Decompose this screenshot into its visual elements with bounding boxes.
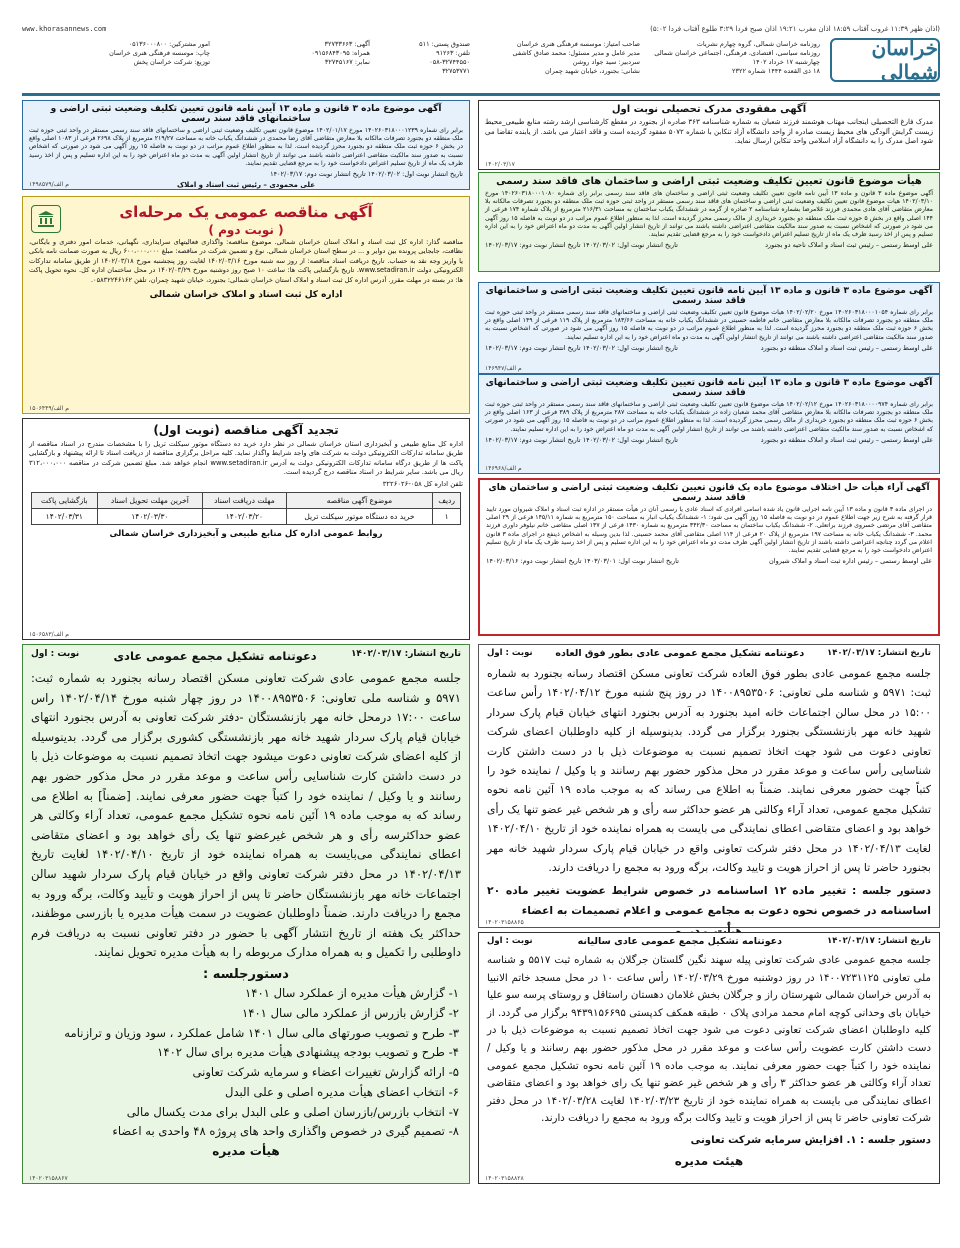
ad-signature: علی محمودی – رئیس ثبت اسناد و املاک (177, 181, 315, 190)
ad-code: م الف/۱۴۹۸۵۷۹ (29, 181, 69, 188)
col-receive-deadline: مهلت دریافت اسناد (203, 493, 286, 509)
ad-body: جلسه مجمع عمومی عادی شرکت تعاونی پیله سهند نگین گلستان جرگلان به شماره ثبت ۵۵۱۷ و شناسه ملی تعاونی ۱۴۰۰۷۲۳۱۱۲۵ در روز دوشنبه مورخ ۱۴۰۲/۰۳/۲۹ رأس ساعت ۱۰ در محل مسجد خاتم الانبیا به آدرس خراسان شمالی شهرستان راز و جرگلان بخش غلامان دهستان راستاقل و روستای پرسه سو علیا خیابان بای وحدانی کوچه امام محمد مرادی پلاک ۰ طبقه همکف کدپستی ۹۴۳۹۱۵۶۶۹۵ برگزار می گردد. از کلیه داوطلبان اعضای شرکت تعاونی دعوت می شود جهت اتخاذ تصمیم نسبت به موضوعات ذیل با در دست داشتن کارت عضویت رأس ساعت و موعد مقرر در محل مذکور حضور بهم رسانند و یا وکیل / نماینده خود را کتباً جهت حضور معرفی نمایند. به موجب ماده ۱۹ آئین نامه نحوه تشکیل مجمع عمومی تعداد آراء وکالتی هر عضو حداکثر ۳ رأی و هر شخص غیر عضو تنها یک رای خواهد بود و اعضای متقاضی اعطای نمایندگی می بایست به همراه نماینده خود از تاریخ ۱۴۰۲/۰۳/۲۳ لغایت ۱۴۰۲/۰۳/۲۸ در محل دفتر شرکت تعاونی حاضر تا پس از احراز هویت و تایید وکالت برگه ورود به مجمع را دریافت دارند. (487, 955, 931, 1125)
ad-signature: هیأت مدیره (212, 1144, 280, 1159)
registry-emblem-icon (31, 205, 61, 233)
ad-date: تاریخ انتشار: ۱۴۰۲/۰۳/۱۷ (827, 936, 931, 946)
ad-body: اداره کل منابع طبیعی و آبخیزداری استان خراسان شمالی در نظر دارد خرید ده دستگاه موتور سیکلت تریل را با مشخصات مندرج در اسناد مناقصه از طریق سامانه تدارکات الکترونیکی دولت به شرکت های واجد شرایط واگذار نماید. کلیه مراحل برگزاری مناقصه از دریافت اسناد تا ارائه پیشنهاد و بازگشایی پاکت ها از طریق درگاه سامانه تدارکات الکترونیکی دولت به آدرس www.setadiran.ir انجام خواهد شد. مبلغ تضمین شرکت در مناقصه ۳۱۲،۰۰۰،۰۰۰ ریال می باشد. سایر شرایط در اسناد مناقصه درج گردیده است. (29, 440, 463, 477)
tender-table (31, 492, 461, 525)
newspaper-logo: خراسان شمالی (830, 38, 940, 82)
ad-renewed-tender (22, 418, 470, 640)
ad-body: برابر رای شماره ۱۴۰۲۶۰۳۱۸۰۰۰۱۰۵۴ مورخ ۱۴۰۲/۰۲/۲۰ هیات موضوع قانون تعیین تکلیف وضعیت ثبتی اراضی و ساختمانهای فاقد سند رسمی مستقر در واحد ثبتی حوزه ثبت ملک منطقه دو بجنورد تصرفات مالکانه بلا معارض متقاضی خانم فاطمه حسینی در ششدانگ یکباب خانه به مساحت ۱۸۳/۶۶ مترمربع از پلاک ۱۱۹ فرعی از ۱۴۹ اصلی واقع در بخش ۶ حوزه ثبت ملک منطقه دو بجنورد محرز گردیده است. لذا به منظور اطلاع عموم مراتب در دو نوبت به فاصله ۱۵ روز آگهی می شود در صورتی که اشخاص نسبت به صدور سند مالکیت متقاضی اعتراضی داشته باشند می توانند از تاریخ انتشار اولین آگهی به مدت دو ماه اعتراض خود را به این اداره تسلیم نمایند. (485, 309, 934, 341)
ad-code: م الف/۱۴۶۹۴۷ (485, 365, 522, 372)
ad-tender-one-stage (22, 196, 470, 414)
ad-dates: تاریخ انتشار نوبت اول: ۱۴۰۲/۰۳/۰۲ تاریخ انتشار نوبت دوم: ۱۴۰۲/۰۳/۱۷ (485, 241, 678, 250)
masthead-info-a: روزنامه خراسان شمالی، گروه چهارم نشریات روزنامه سیاسی، اقتصادی، فرهنگی، اجتماعی خراسان شمالی چهارشنبه ۱۷ خرداد ۱۴۰۲ ۱۸ ذی القعده ۱۴۴۴ شماره ۲۳۲۲ (654, 40, 820, 75)
ad-code: ۱۴۰۲۰۳۱۵۸۸۶۷ (29, 1175, 68, 1182)
agenda-item: ۲- گزارش بازرس از عملکرد مالی سال ۱۴۰۱ (242, 1005, 459, 1020)
ad-date: تاریخ انتشار: ۱۴۰۲/۰۳/۱۷ (350, 649, 461, 659)
ad-footer (479, 343, 939, 353)
ad-phone: تلفن اداره کل ۰۵۸-۳۲۲۶۰۲۶ (382, 479, 463, 488)
ad-annual-meeting (478, 932, 940, 1184)
masthead-info-c: صندوق پستی: ۵۱۱ تلفن: ۹۱۲۶۳ ۰۵۸-۳۲۷۴۴۵۵۰ ۳۲۷۵۳۷۷۱ (419, 40, 470, 75)
agenda-item: ۵- ارائه گزارش تغییرات اعضاء و سرمایه شرکت تعاونی (192, 1065, 459, 1080)
prayer-times: (اذان ظهر ۱۱:۳۹ غروب آفتاب ۱۸:۵۹ اذان مغرب ۱۹:۲۱ اذان صبح فردا ۳:۲۹ طلوع آفتاب فردا ۵:۰۲) (650, 25, 940, 33)
col-submit-deadline: آخرین مهلت تحویل اسناد (97, 493, 203, 509)
ad-signature: علی اوسط رستمی – رئیس ثبت اسناد و املاک ناحیه دو بجنورد (765, 241, 933, 250)
ad-body: جلسه مجمع عمومی عادی بطور فوق العاده شرکت تعاونی مسکن اقتصاد رسانه بجنورد به شماره ثبت: ۵۹۷۱ و شناسه ملی تعاونی: ۱۴۰۰۸۹۵۳۵۰۶ در روز پنج شنبه مورخ ۱۴۰۲/۰۴/۱۲ رأس ساعت ۱۵:۰۰ در محل سالن اجتماعات خانه امید بجنورد به آدرس بجنورد انتهای خیابان قیام پارک سردار شهید خانه مهر بازنشستگی بجنورد برگزار می گردد. بدینوسیله از کلیه داوطلبان اعضای شرکت تعاونی دعوت می شود جهت اتخاذ تصمیم نسبت به موضوعات ذیل با در دست داشتن کارت شناسایی رأس ساعت و موعد مقرر در محل مذکور حضور بهم رسانند و یا وکیل / نماینده خود را کتباً جهت حضور معرفی نمایند. ضمناً به اطلاع می رساند که به موجب ماده ۱۹ آئین نامه نحوه تشکیل مجمع عمومی، تعداد آراء وکالتی هر عضو حداکثر سه رأی و هر شخص غیر عضو تنها یک رأی خواهد بود و اعضای متقاضی اعطای نمایندگی می بایست به همراه نماینده خود از تاریخ ۱۴۰۲/۰۴/۱۰ لغایت ۱۴۰۲/۰۴/۱۳ در محل دفتر شرکت تعاونی واقع در خیابان قیام پارک سردار شهید خانه مهر بجنورد حاضر تا پس از احراز هویت و تایید وکالت، برگه ورود به مجمع را دریافت دارند. (487, 667, 932, 875)
ad-subtitle: ( نوبت دوم ) (208, 223, 284, 237)
masthead-info-b: صاحب امتیاز: موسسه فرهنگی هنری خراسان مدیر عامل و مدیر مسئول: محمد صادق کاشفی سردبیر: سید جواد روشن نشانی: بجنورد، خیابان شهید چمران (512, 40, 640, 75)
ad-land-registration-3 (478, 374, 940, 474)
ad-body: برابر رای شماره ۱۴۰۲۶۰۳۱۸۰۰۰۰۹۷۴ مورخ ۱۴۰۲/۰۲/۱۲ هیات موضوع قانون تعیین تکلیف وضعیت ثبتی اراضی و ساختمانهای فاقد سند رسمی مستقر در واحد ثبتی حوزه ثبت ملک منطقه دو بجنورد تصرفات مالکانه بلا معارض متقاضی آقای محمد شعبان زاده در ششدانگ یکباب خانه به مساحت ۲۸۷ مترمربع از پلاک ۳۸۹ فرعی از ۱۶۳ اصلی واقع در بخش ۶ حوزه ثبت ملک منطقه دو بجنورد خریداری از مالک رسمی محرز گردیده است. لذا به منظور اطلاع عموم مراتب در دو نوبت به فاصله ۱۵ روز آگهی می شود در صورتی که اشخاص نسبت به صدور سند مالکیت متقاضی اعتراضی داشته باشند می توانند از تاریخ انتشار اولین آگهی به مدت دو ماه اعتراض خود را به این اداره تسلیم نمایند. (485, 401, 934, 433)
ad-footer (480, 556, 938, 566)
ad-title: آگهی مفقودی مدرک تحصیلی نوبت اول (611, 104, 807, 115)
ad-body: در اجرای ماده ۳ قانون و ماده ۱۳ آیین نامه اجرایی قانون یاد شده اسامی افرادی که اسناد عادی یا رسمی آنان در هیأت مستقر در اداره ثبت اسناد و املاک شیروان مورد تایید قرار گرفته به شرح زیر جهت اطلاع عموم در دو نوبت به فاصله ۱۵ روز آگهی می شود: ۱- ششدانگ یکباب انبار به مساحت ۱۵۰ مترمربع به شماره ۱۴۵/۱۱ فرعی از ۲۹ اصلی متقاضی آقای مرتضی خسروی فرزند براتعلی. ۲- ششدانگ یکباب ساختمان به مساحت ۳۴۲/۳۰ مترمربع به شماره ۱۴۳۰ فرعی از ۱۳۷ اصلی متقاضی خانم نیلوفر داوری فرزند محمد. ۳- ششدانگ یکباب خانه به مساحت ۱۹۷ مترمربع از پلاک ۲۰ فرعی از ۱۱۴ اصلی متقاضی آقای محمد حسینی. لذا بدین وسیله به اشخاص ذینفع در اجرای ماده ۳ قانون اعلام می گردد چنانچه اعتراضی داشته باشند از تاریخ انتشار اولین آگهی ظرف مدت دو ماه اعتراض خود را به این اداره تسلیم و پس از اخذ رسید ظرف یک ماه از تاریخ تسلیم اعتراض دادخواست خود را به مرجع قضایی تقدیم نمایند. (486, 506, 933, 555)
ad-land-registration-2 (478, 282, 940, 374)
ad-code: م الف/۱۴۶۹۶۸ (485, 465, 522, 472)
ad-code: م الف/۱۵۰۶۴۴۹ (29, 405, 69, 412)
ad-title: هیأت موضوع قانون تعیین تکلیف وضعیت ثبتی اراضی و ساختمان های فاقد سند رسمی (496, 176, 922, 187)
agenda-title: دستورجلسه : (203, 966, 289, 982)
ad-header (479, 933, 939, 950)
ad-land-registration-left (22, 100, 470, 190)
ad-dates: تاریخ انتشار نوبت اول: ۱۴۰۲/۰۳/۰۲ تاریخ انتشار نوبت دوم: ۱۴۰۲/۰۳/۱۷ (485, 435, 678, 444)
ad-dispute-resolution-votes (478, 478, 940, 636)
agenda-item: ۸- تصمیم گیری در خصوص واگذاری واحد های پروژه ۴۸ واحدی به اعضاء (112, 1124, 459, 1139)
ad-turn: نوبت : اول (487, 936, 533, 946)
website-url[interactable]: www.khorasannews.com (22, 25, 107, 33)
ad-code: ۱۴۰۲۰۳۱۵۸۸۲۸ (485, 1175, 524, 1182)
ad-signature: روابط عمومی اداره کل منابع طبیعی و آبخیزداری خراسان شمالی (109, 529, 383, 540)
agenda-item: ۴- طرح و تصویب بودجه پیشنهادی هیأت مدیره برای سال ۱۴۰۲ (157, 1045, 459, 1060)
ad-title: آگهی مناقصه عمومی یک مرحله‌ای (119, 203, 373, 221)
ad-agenda: دستور جلسه : تغییر ماده ۱۲ اساسنامه در خصوص شرایط عضویت تغییر ماده ۲۰ اساسنامه در خصوص نحوه دعوت به مجامع عمومی و اعلام تصمیمات به اعضاء (487, 884, 931, 917)
ad-agenda: دستور جلسه : ۱. افزایش سرمایه شرکت تعاونی (690, 1134, 931, 1146)
ad-title: آگهی موضوع ماده ۳ قانون و ماده ۱۳ آیین نامه قانون تعیین تکلیف وضعیت ثبتی اراضی و ساختمانهای فاقد سند رسمی (50, 104, 442, 124)
agenda-list (23, 984, 469, 1142)
ad-turn: نوبت : اول (31, 649, 80, 659)
ad-signature: علی اوسط رستمی – رئیس ثبت اسناد و املاک منطقه دو بجنورد (760, 343, 933, 352)
ad-title: آگهی آراء هیأت حل اختلاف موضوع ماده یک قانون تعیین تکلیف وضعیت ثبتی اراضی و ساختمان های فاقد سند رسمی (488, 483, 930, 503)
table-header-row (32, 493, 461, 509)
ad-body: جلسه مجمع عمومی عادی شرکت تعاونی مسکن اقتصاد رسانه بجنورد به شماره ثبت: ۵۹۷۱ و شناسه ملی تعاونی: ۱۴۰۰۸۹۵۳۵۰۶ در روز چهار شنبه مورخ ۱۴۰۲/۰۴/۱۴ راس ساعت ۱۷:۰۰ درمحل خانه مهر بازنشستگان -دفتر شرکت تعاونی به آدرس بجنورد انتهای خیابان قیام پارک سردار شهید خانه مهر بازنشستگی کشوری برگزار می گردد. بدینوسیله از کلیه اعضای شرکت تعاونی دعوت میشود جهت اتخاذ تصمیم نسبت به موضوعات ذیل با در دست داشتن کارت شناسایی رأس ساعت و موعد مقرر در محل مذکور حضور بهم رسانند و یا وکیل / نماینده خود را کتباً جهت حضور معرفی نمایند. [ضمناً] به اطلاع می رساند که به موجب ماده ۱۹ آئین نامه نحوه تشکیل مجمع عمومی، تعداد آراء وکالتی هر عضو حداکثرسه رأی و هر شخص غیرعضو تنها یک رأی خواهد بود و اعضای متقاضی اعطای نمایندگی می‌بایست به همراه نماینده خود از تاریخ ۱۴۰۲/۰۴/۱۰ لغایت تاریخ ۱۴۰۲/۰۴/۱۳ در محل دفتر شرکت تعاونی واقع در خیابان قیام پارک سردار شهید سالن اجتماعات خانه مهر بازنشستگان حاضر تا پس از احراز هویت و تأیید وکالت، برگه ورود به مجمع را دریافت دارند. ضمناً داوطلبان عضویت در سمت هیأت مدیره یا بازرسی موظفند، حداکثر یک هفته از تاریخ انتشار آگهی با حضور در دفتر تعاونی نسبت به دریافت فرم داوطلبی را تکمیل و به همراه مدارک مربوطه را به هیأت مدیره تحویل نمایند. (31, 671, 461, 960)
ad-title: آگهی موضوع ماده ۳ قانون و ماده ۱۳ آیین نامه قانون تعیین تکلیف وضعیت ثبتی اراضی و ساختمانهای فاقد سند رسمی (485, 286, 933, 306)
ad-footer (479, 435, 939, 445)
agenda-item: ۳- طرح و تصویب صورتهای مالی سال ۱۴۰۱ شامل عملکرد ، سود وزیان و ترازنامه (64, 1025, 459, 1040)
ad-extraordinary-meeting (478, 644, 940, 928)
ad-date: تاریخ انتشار: ۱۴۰۲/۰۳/۱۷ (827, 648, 931, 658)
masthead-info-d: آگهی: ۳۲۷۳۳۶۶۳ همراه: ۰۹۱۵۶۸۴۳۰۹۵ نمابر: ۳۲۷۴۵۱۶۷ (311, 40, 370, 66)
col-row: ردیف (433, 493, 461, 509)
ad-turn: نوبت : اول (487, 648, 533, 658)
ad-title: دعوتنامه تشکیل مجمع عمومی عادی (113, 649, 317, 663)
agenda-item: ۶- انتخاب اعضای هیأت مدیره اصلی و علی البدل (225, 1084, 459, 1099)
masthead (22, 34, 940, 96)
ad-land-registration-1 (478, 172, 940, 272)
ad-body: مناقصه گذار: اداره کل ثبت اسناد و املاک استان خراسان شمالی. موضوع مناقصه: واگذاری فعالیتهای سرایداری، نگهبانی، خدمات امور دفتری و بایگانی، نظافت، جابجایی پرونده بین دوایر و ... در سطح استان خراسان شمالی. نوع و تضمین شرکت در مناقصه: مبلغ ۶۰۰،۰۰۰،۰۰۰ ریال به صورت ضمانت نامه بانکی یا واریز وجه نقد به حساب. تاریخ دریافت اسناد مناقصه: از روز سه شنبه مورخ ۱۴۰۲/۰۳/۱۶ لغایت روز پنجشنبه مورخ ۱۴۰۲/۰۳/۱۸ از طریق سامانه تدارکات الکترونیکی دولت www.setadiran.ir. تاریخ بازگشایی پاکت ها: ساعت ۱۰ صبح روز دوشنبه مورخ ۱۴۰۲/۰۳/۲۹ در محل ساختمان اداره کل. نحوه تحویل پاکت ها: در بسته در مهلت مقرر. آدرس اداره کل ثبت اسناد و املاک استان خراسان شمالی: بجنورد، خیابان شهید چمران، تلفن ۰۵۸۳۲۲۴۶۱۶۲. (29, 238, 464, 284)
ad-signature: اداره کل ثبت اسناد و املاک خراسان شمالی (149, 290, 343, 301)
ad-body: برابر رای شماره ۱۴۰۲۶۰۳۱۸۰۰۰۱۲۳۹ مورخ ۱۴۰۲/۰۱/۱۷ موضوع قانون تعیین تکلیف وضعیت ثبتی اراضی و ساختمانهای فاقد سند رسمی مستقر در واحد ثبتی حوزه ثبت ملک منطقه دو بجنورد تصرفات مالکانه بلا معارض متقاضی آقای رضا محمدی در ششدانگ یکباب خانه به مساحت ۲۱۹/۲۷ مترمربع از پلاک ۲۶۹۸ فرعی از ۱۰۸۳ اصلی واقع در بخش ۶ حوزه ثبت ملک منطقه دو بجنورد محرز گردیده است. لذا به منظور اطلاع عموم مراتب در دو نوبت به فاصله ۱۵ روز آگهی می شود در صورتی که اشخاص نسبت به صدور سند مالکیت متقاضی اعتراضی داشته باشند می توانند از تاریخ انتشار اولین آگهی به مدت دو ماه اعتراض خود را به این اداره تسلیم و پس از اخذ رسید ظرف یک ماه از تاریخ تسلیم اعتراض دادخواست خود را به مرجع قضایی تقدیم نمایند. (29, 127, 463, 167)
col-opening: بازگشایی پاکت (32, 493, 98, 509)
ad-code: ۱۴۰۲/۰۳/۱۷ (485, 161, 515, 168)
col-subject: موضوع آگهی مناقصه (286, 493, 433, 509)
ad-body: آگهی موضوع ماده ۳ قانون و ماده ۱۳ آیین نامه قانون تعیین تکلیف وضعیت ثبتی اراضی و ساختمان های فاقد سند رسمی برابر رای شماره ۱۴۰۲۶۰۳۱۸۰۰۰۱۰۸۰ مورخ ۱۴۰۲/۰۳/۱۰ هیات موضوع قانون تعیین تکلیف وضعیت ثبتی اراضی و ساختمان های فاقد سند رسمی مستقر در واحد ثبتی حوزه ثبت ملک منطقه دو بجنورد تصرفات مالکانه بلا معارض متقاضی آقای هادی محمدی فرزند غلامرضا بشماره شناسنامه ۲ صادره از گرمه در ششدانگ یکباب ساختمان به مساحت ۲۱۶/۳۱ مترمربع از پلاک شماره ۱۷۴ فرعی از ۱۴۴ اصلی واقع در بخش ۵ حوزه ثبت ملک منطقه دو بجنورد خریداری از مالک رسمی محرز گردیده است. لذا به منظور اطلاع عموم مراتب در دو نوبت به فاصله ۱۵ روز آگهی می شود در صورتی که اشخاص نسبت به صدور سند مالکیت متقاضی اعتراضی داشته باشند می توانند از تاریخ انتشار اولین آگهی به مدت دو ماه اعتراض خود را به این اداره تسلیم و پس از اخذ رسید ظرف یک ماه از تاریخ تسلیم اعتراض دادخواست خود را به مرجع قضایی تقدیم نمایند. (485, 190, 934, 239)
ad-title: دعوتنامه تشکیل مجمع عمومی عادی سالیانه (577, 936, 783, 947)
ad-code: ۱۴۰۲۰۳۱۵۸۸۶۵ (485, 919, 524, 926)
agenda-item: ۱- گزارش هیأت مدیره از عملکرد سال ۱۴۰۱ (245, 985, 459, 1000)
ad-title: آگهی موضوع ماده ۳ قانون و ماده ۱۳ آیین نامه قانون تعیین تکلیف وضعیت ثبتی اراضی و ساختمانهای فاقد سند رسمی (485, 378, 933, 398)
ad-title: تجدید آگهی مناقصه (نوبت اول) (153, 423, 339, 437)
ad-dates: تاریخ انتشار نوبت اول: ۱۴۰۲/۰۳/۰۲ تاریخ انتشار نوبت دوم: ۱۴۰۲/۰۳/۱۷ (485, 343, 678, 352)
ad-header (23, 645, 469, 667)
ad-lost-degree (478, 100, 940, 170)
table-row: ۱ خرید ده دستگاه موتور سیکلت تریل ۱۴۰۲/۰۳/۲۰ ۱۴۰۲/۰۳/۳۰ ۱۴۰۲/۰۳/۳۱ (32, 509, 461, 525)
ad-general-meeting (22, 644, 470, 1184)
ad-footer (479, 240, 939, 250)
ad-signature: علی اوسط رستمی – رئیس اداره ثبت اسناد و املاک شیروان (769, 557, 932, 566)
ad-dates: تاریخ انتشار نوبت اول: ۱۴۰۳/۰۳/۰۱ تاریخ انتشار نوبت دوم: ۱۴۰۲/۰۳/۱۶ (486, 557, 679, 566)
agenda-item: ۷- انتخاب بازرس/بازرسان اصلی و علی البدل برای مدت یکسال مالی (126, 1104, 459, 1119)
ad-body: مدرک فارغ التحصیلی اینجانب مهتاب هوشمند فرزند شعبان به شماره شناسنامه ۳۶۳ صادره از بجنورد در مقطع کارشناسی ارشد رشته منابع طبیعی_محیط زیست گرایش آلودگی های محیط زیست صادره از واحد دانشگاه آزاد تنکابن با شماره ۵۰۷۲ مفقود گردیده است و فاقد اعتبار می باشد. از یابنده تقاضا می شود اصل مدرک را به دانشگاه آزاد اسلامی واحد تنکابن ارسال نماید. (485, 118, 933, 146)
ad-code: م الف/۱۵۰۶۵۸۳ (29, 631, 69, 638)
ad-title: دعوتنامه تشکیل مجمع عمومی عادی بطور فوق العاده (555, 648, 805, 659)
ad-header (479, 645, 939, 662)
ad-signature: علی اوسط رستمی – رئیس ثبت اسناد و املاک منطقه دو بجنورد (760, 435, 933, 444)
ad-signature: هیئت مدیره (674, 1153, 744, 1168)
masthead-info-e: امور مشترکین: ۰۵۱۳۶۰۰۰۸۰۰ چاپ: موسسه فرهنگی هنری خراسان توزیع: شرکت خراسان پخش (109, 40, 210, 66)
ad-dates: تاریخ انتشار نوبت اول: ۱۴۰۲/۰۳/۰۲ تاریخ انتشار نوبت دوم: ۱۴۰۲/۰۳/۱۷ (270, 170, 463, 179)
